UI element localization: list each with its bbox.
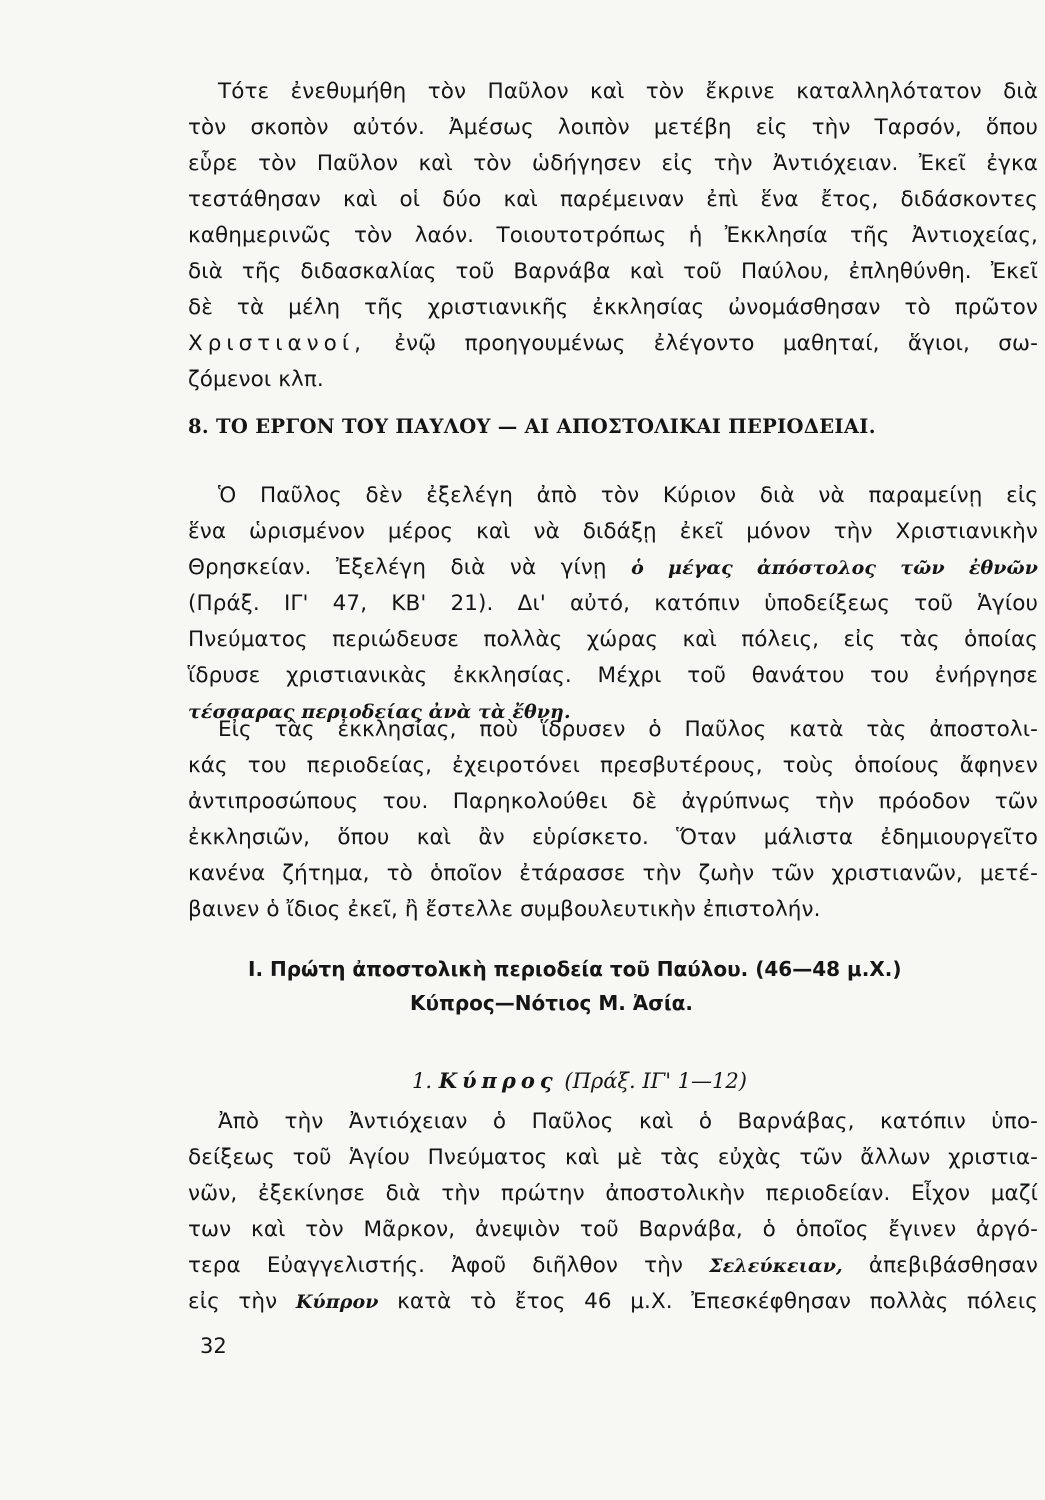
text-line: Εἰς τὰς ἐκκλησίας, ποὺ ἵδρυσεν ὁ Παῦλος κατὰ τὰς ἀποστολι- [218,717,1038,742]
text-line: εὗρε τὸν Παῦλον καὶ τὸν ὡδήγησεν εἰς τὴν Ἀντιόχειαν. Ἐκεῖ ἐγκα [188,151,1038,176]
emphasis-seleucia: Σελεύκειαν, [709,1255,843,1277]
text-line: ἵδρυσε χριστιανικὰς ἐκκλησίας. Μέχρι τοῦ θανάτου του ἐνήργησε [188,663,1038,688]
text-line [188,1248,1038,1284]
text-line: ζόμενοι κλπ. [188,367,324,392]
text-line [188,550,1038,586]
text-line: δείξεως τοῦ Ἁγίου Πνεύματος καὶ μὲ τὰς εὐχὰς τῶν ἄλλων χριστια- [188,1145,1038,1170]
text-line: (Πράξ. ΙΓ' 47, ΚΒ' 21). Δι' αὐτό, κατόπιν ὑποδείξεως τοῦ Ἁγίου [188,591,1038,616]
text-segment: Θρησκείαν. Ἐξελέγη διὰ νὰ γίνῃ [188,555,607,580]
emphasis-four-journeys: τέσσαρας περιοδείας ἀνὰ τὰ ἔθνη. [188,701,571,723]
page-number: 32 [200,1334,227,1358]
text-segment: ἀπεβιβάσθησαν [868,1253,1038,1278]
text-line: τεστάθησαν καὶ οἱ δύο καὶ παρέμειναν ἐπὶ ἕνα ἔτος, διδάσκοντες [188,187,1038,212]
paragraph-pauls-work [188,478,1038,730]
subsection-heading-regions: Κύπρος—Νότιος Μ. Ἀσία. [410,991,693,1015]
text-line: ἕνα ὡρισμένον μέρος καὶ νὰ διδάξῃ ἐκεῖ μόνον τὴν Χριστιανικὴν [188,519,1038,544]
section-heading: 8. ΤΟ ΕΡΓΟΝ ΤΟΥ ΠΑΥΛΟΥ — ΑΙ ΑΠΟΣΤΟΛΙΚΑΙ ΠΕΡΙΟΔΕΙΑΙ. [188,415,876,438]
text-line: Ὁ Παῦλος δὲν ἐξελέγη ἀπὸ τὸν Κύριον διὰ νὰ παραμείνῃ εἰς [218,483,1038,508]
text-line: βαινεν ὁ ἴδιος ἐκεῖ, ἢ ἔστελλε συμβουλευτικὴν ἐπιστολήν. [188,897,821,922]
text-line: καθημερινῶς τὸν λαόν. Τοιουτοτρόπως ἡ Ἐκκλησία τῆς Ἀντιοχείας, [188,223,1038,248]
emphasis-apostle-of-nations: ὁ μέγας ἀπόστολος τῶν ἐθνῶν [631,557,1038,579]
text-line-rest: ἐνῷ προηγουμένως ἐλέγοντο μαθηταί, ἅγιοι, σω- [394,331,1038,356]
text-line [188,326,1038,362]
heading-word-cyprus: Κύπρος [438,1068,558,1093]
text-line: τὸν σκοπὸν αὐτόν. Ἀμέσως λοιπὸν μετέβη εἰς τὴν Ταρσόν, ὅπου [188,115,1038,140]
text-line: ἀντιπροσώπους του. Παρηκολούθει δὲ ἀγρύπνως τὴν πρόοδον τῶν [188,789,1038,814]
text-segment: κατὰ τὸ ἔτος 46 μ.Χ. Ἐπεσκέφθησαν πολλὰς πόλεις [397,1289,1038,1314]
text-line: κανένα ζήτημα, τὸ ὁποῖον ἐτάρασσε τὴν ζωὴν τῶν χριστιανῶν, μετέ- [188,861,1038,886]
paragraph-cyprus [188,1104,1038,1320]
text-line: διὰ τῆς διδασκαλίας τοῦ Βαρνάβα καὶ τοῦ Παύλου, ἐπληθύνθη. Ἐκεῖ [188,259,1038,284]
text-line: Ἀπὸ τὴν Ἀντιόχειαν ὁ Παῦλος καὶ ὁ Βαρνάβας, κατόπιν ὑπο- [218,1109,1038,1134]
text-line: δὲ τὰ μέλη τῆς χριστιανικῆς ἐκκλησίας ὠνομάσθησαν τὸ πρῶτον [188,295,1038,320]
paragraph-antioch [188,74,1038,398]
text-line: νῶν, ἐξεκίνησε διὰ τὴν πρώτην ἀποστολικὴν περιοδείαν. Εἶχον μαζί [188,1181,1038,1206]
paragraph-churches [188,712,1038,928]
heading-reference: (Πράξ. ΙΓ' 1—12) [564,1069,747,1093]
text-segment: εἰς τὴν [188,1289,278,1314]
subsection-heading-cyprus [0,1064,1045,1098]
text-line: ἐκκλησιῶν, ὅπου καὶ ἂν εὑρίσκετο. Ὅταν μάλιστα ἐδημιουργεῖτο [188,825,1038,850]
text-line: Πνεύματος περιώδευσε πολλὰς χώρας καὶ πόλεις, εἰς τὰς ὁποίας [188,627,1038,652]
spaced-word-christianoi: Χριστιανοί, [188,331,366,356]
text-line: κάς του περιοδείας, ἐχειροτόνει πρεσβυτέρους, τοὺς ὁποίους ἄφηνεν [188,753,1038,778]
emphasis-cyprus: Κύπρον [295,1291,379,1313]
text-segment: τερα Εὐαγγελιστής. Ἀφοῦ διῆλθον τὴν [188,1253,684,1278]
text-line: Τότε ἐνεθυμήθη τὸν Παῦλον καὶ τὸν ἔκρινε καταλληλότατον διὰ [218,79,1038,104]
text-line: των καὶ τὸν Μᾶρκον, ἀνεψιὸν τοῦ Βαρνάβα, ὁ ὁποῖος ἔγινεν ἀργό- [188,1217,1038,1242]
heading-number: 1. [412,1069,433,1093]
subsection-heading-first-journey: Ι. Πρώτη ἀποστολικὴ περιοδεία τοῦ Παύλου. (46—48 μ.Χ.) [248,957,902,981]
text-line [188,1284,1038,1320]
